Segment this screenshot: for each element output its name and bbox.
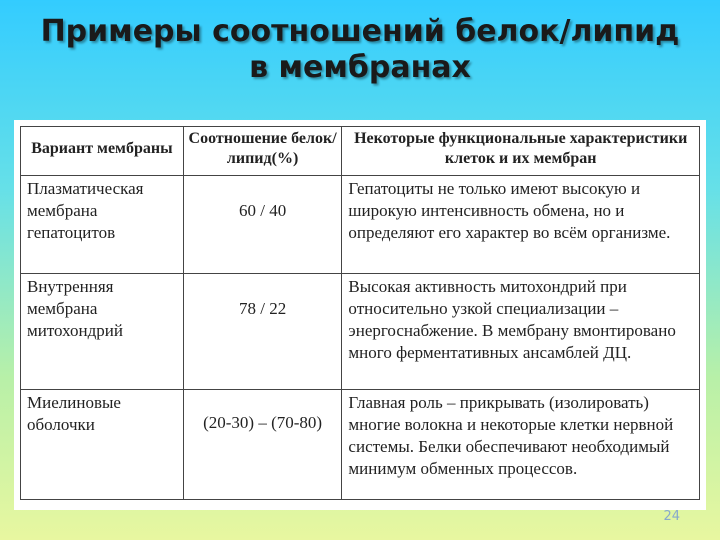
page-number: 24 [663,509,680,524]
table-row [21,390,700,500]
cell-description: Высокая активность митохондрий при относительно узкой специализации – энергоснабжение. В мембрану вмонтировано много ферментативных ансамблей ДЦ. [342,274,700,390]
cell-description: Главная роль – прикрывать (изолировать) многие волокна и некоторые клетки нервной системы. Белки обеспечивают необходимый минимум обменных процессов. [342,390,700,500]
header-ratio: Соотношение белок/липид(%) [183,127,342,176]
header-description: Некоторые функциональные характеристики клеток и их мембран [342,127,700,176]
table-row [21,274,700,390]
slide-title [0,14,720,86]
cell-variant: Внутренняя мембрана митохондрий [21,274,184,390]
table-header-row [21,127,700,176]
slide-title-line-1: Примеры соотношений белок/липид [40,14,680,49]
cell-description: Гепатоциты не только имеют высокую и широкую интенсивность обмена, но и определяют его характер во всём организме. [342,176,700,274]
table-container [14,120,706,510]
cell-variant: Миелиновые оболочки [21,390,184,500]
header-variant: Вариант мембраны [21,127,184,176]
slide-title-line-2: в мембранах [249,50,471,85]
cell-ratio: 78 / 22 [183,274,342,390]
ratio-table [20,126,700,500]
cell-ratio: 60 / 40 [183,176,342,274]
cell-variant: Плазматическая мембрана гепатоцитов [21,176,184,274]
cell-ratio: (20-30) – (70-80) [183,390,342,500]
table-row [21,176,700,274]
